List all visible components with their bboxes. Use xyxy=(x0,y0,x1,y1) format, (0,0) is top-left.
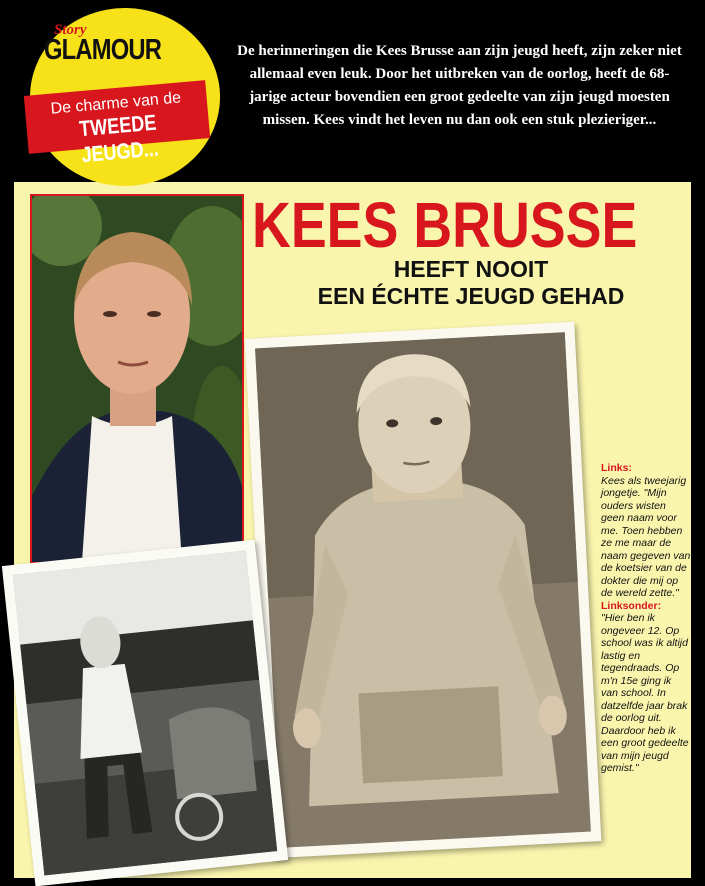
badge-brand-small: Story xyxy=(54,22,87,38)
badge-series-big: TWEEDE JEUGD... xyxy=(78,109,160,168)
headline: KEES BRUSSE xyxy=(252,189,638,261)
photo-adult-portrait xyxy=(30,194,244,564)
photo-captions xyxy=(601,462,691,775)
caption-label-links: Links: xyxy=(601,462,632,474)
photo-boy-age-12 xyxy=(2,540,288,886)
photo-toddler xyxy=(245,322,602,859)
subheadline-line-2: EEN ÉCHTE JEUGD GEHAD xyxy=(317,283,625,309)
intro-paragraph: De herinneringen die Kees Brusse aan zijn jeugd heeft, zijn zeker niet allemaal even leuk. Door het uitbreken van de oorlog, heeft de 68-jarige acteur bovendien een groot gedeelte van zijn jeugd moesten missen. Kees vindt het leven nu dan ook een stuk plezieriger... xyxy=(237,43,682,128)
badge-series: De charme van de xyxy=(49,89,182,118)
caption-text-links: Kees als tweejarig jongetje. "Mijn ouders wisten geen naam voor me. Toen hebben ze me maar de naam gegeven van de koetsier van de dokter die mij op de wereld zette." xyxy=(601,474,691,599)
subheadline-line-1: HEEFT NOOIT xyxy=(393,256,549,282)
subheadline xyxy=(262,256,680,310)
caption-text-linksonder: "Hier ben ik ongeveer 12. Op school was ik altijd lastig en tegendraads. Op m'n 15e ging ik van school. In datzelfde jaar brak de oorlog uit. Daardoor heb ik een groot gedeelte van mijn jeugd gemist." xyxy=(601,612,689,774)
caption-label-linksonder: Linksonder: xyxy=(601,599,662,612)
badge-brand: GLAMOUR xyxy=(44,34,162,66)
